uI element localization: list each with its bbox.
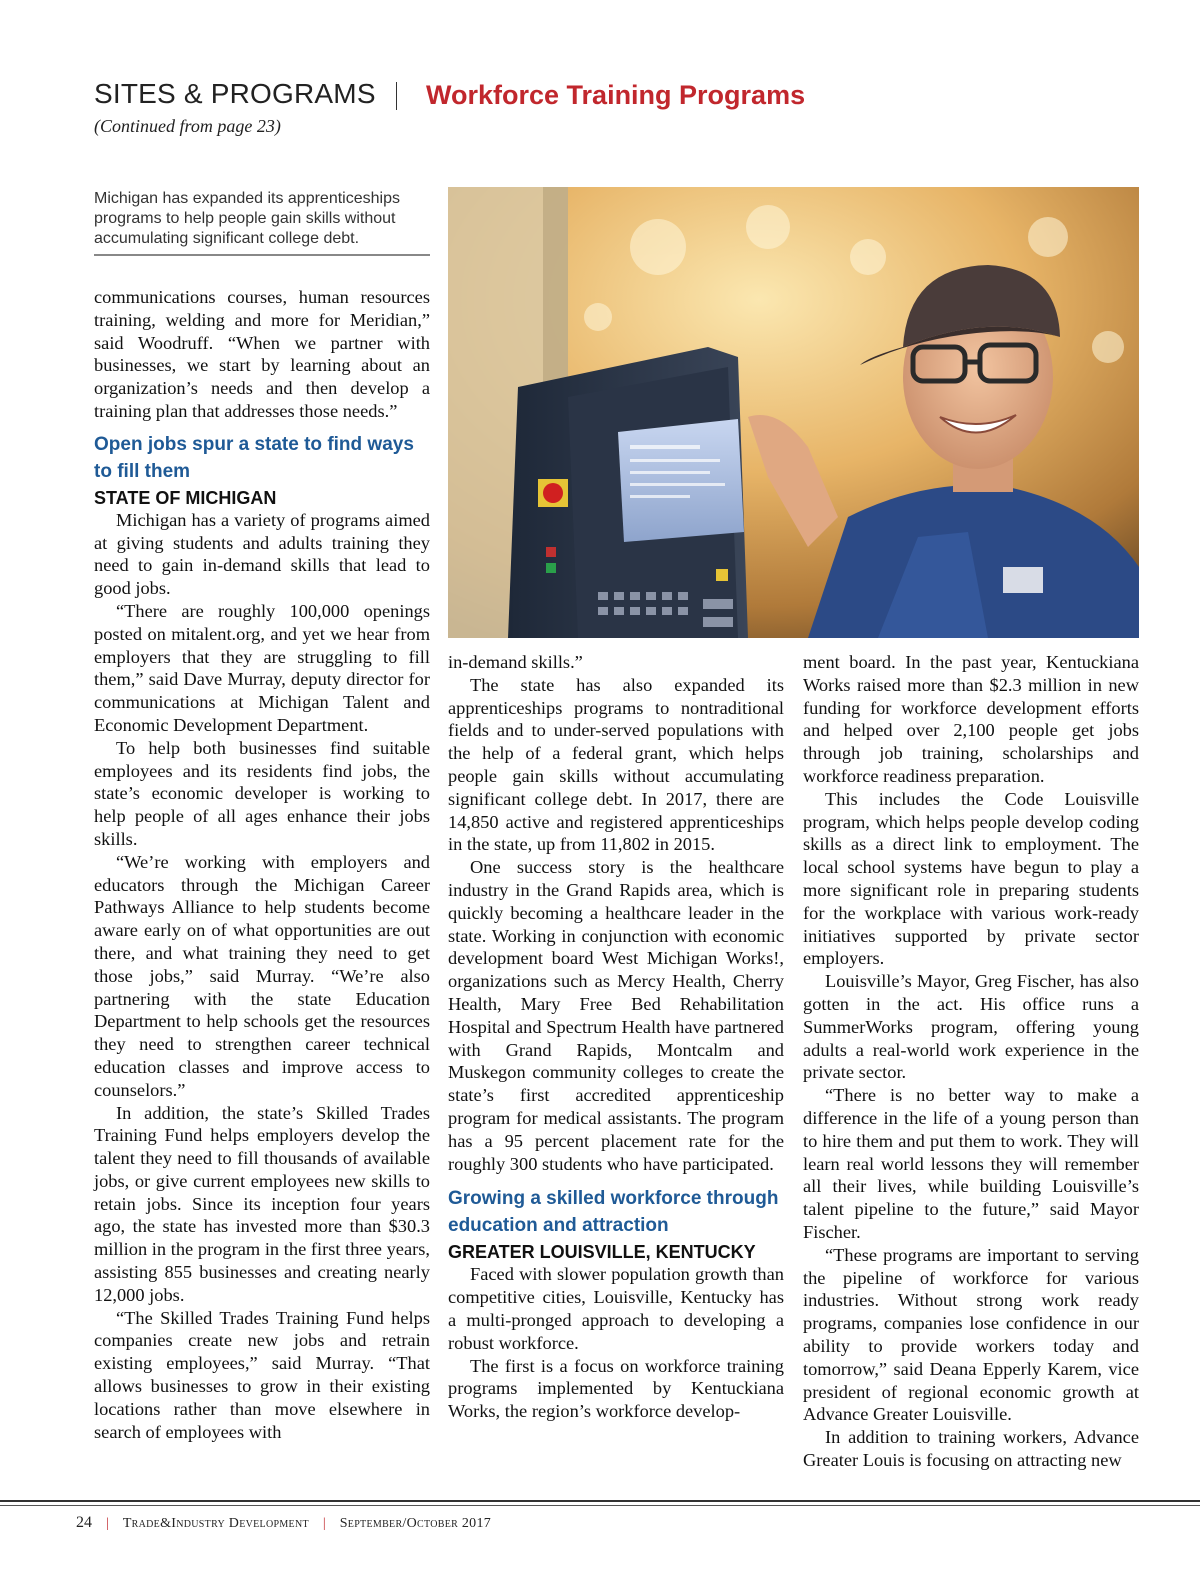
paragraph: “The Skilled Trades Training Fund helps companies create new jobs and retrain existing employees,” said Murray. “That allows businesses to grow in their existing locations rather than move elsewhere in search of employees with: [94, 1307, 430, 1442]
page-number: 24: [76, 1514, 92, 1531]
page-header: [94, 78, 1144, 118]
worker-photo: [448, 187, 1139, 638]
footer-separator: |: [322, 1516, 326, 1531]
publication-name: Trade&Industry Development: [122, 1516, 309, 1531]
header-divider: [396, 82, 397, 110]
paragraph: “There is no better way to make a difference in the life of a young person than to hire them and put them to work. They will learn real world lessons they will remember all their lives, while building Louisville’s talent pipeline to the future,” said Mayor Fischer.: [803, 1085, 1139, 1242]
kicker-louisville: GREATER LOUISVILLE, KENTUCKY: [448, 1242, 756, 1263]
paragraph: in-demand skills.”: [448, 652, 583, 672]
continued-note: (Continued from page 23): [94, 116, 281, 136]
paragraph: The first is a focus on workforce training programs implemented by Kentuckiana Works, the region’s workforce develop-: [448, 1355, 784, 1422]
paragraph: Louisville’s Mayor, Greg Fischer, has also gotten in the act. His office runs a SummerWorks program, offering young adults a real-world work experience in the private sector.: [803, 971, 1139, 1083]
section-label: SITES & PROGRAMS: [94, 78, 376, 109]
subhead-louisville: Growing a skilled workforce through education and attraction: [448, 1188, 779, 1237]
page-footer: [76, 1514, 491, 1532]
paragraph: The state has also expanded its apprenticeships programs to nontraditional fields and to under-served populations with the help of a federal grant, which helps people gain skills without accumulating significant college debt. In 2017, there are 14,850 active and registered apprenticeships in the state, up from 11,802 in 2015.: [448, 674, 784, 855]
paragraph: One success story is the healthcare industry in the Grand Rapids area, which is quickly becoming a healthcare leader in the state. Working in conjunction with economic development board West Michigan Works!, organizations such as Mercy Health, Cherry Health, Mary Free Bed Rehabilitation Hospital and Spectrum Health have partnered with Grand Rapids, Montcalm and Muskegon community colleges to create the state’s first accredited apprenticeship program for medical assistants. The program has a 95 percent placement rate for the roughly 300 students who have participated.: [448, 857, 784, 1174]
paragraph: “These programs are important to serving the pipeline of workforce for various industries. Without strong work ready programs, companies lose confidence in our ability to provide workers today and tomorrow,” said Deana Epperly Karem, vice president of regional economic growth at Advance Greater Louisville.: [803, 1244, 1139, 1425]
paragraph: In addition, the state’s Skilled Trades Training Fund helps employers develop the talent they need to fill thousands of available jobs, or give current employees new skills to retain jobs. Since its inception four years ago, the state has invested more than $30.3 million in the program in the first three years, assisting 855 businesses and creating nearly 12,000 jobs.: [94, 1102, 430, 1305]
paragraph: This includes the Code Louisville program, which helps people develop coding skills as a direct link to employment. The local school systems have begun to play a more significant role in preparing students for the workplace with various work-ready initiatives supported by private sector employers.: [803, 788, 1139, 969]
paragraph: “We’re working with employers and educators through the Michigan Career Pathways Alliance to help students become aware early on of what opportunities are out there, and what training they need to get those jobs,” said Murray. “We’re also partnering with the state Education Department to help schools get the resources they need to strengthen career technical education classes and improve access to counselors.”: [94, 851, 430, 1100]
column-2: [448, 651, 784, 1423]
paragraph: Faced with slower population growth than competitive cities, Louisville, Kentucky has a multi-pronged approach to developing a robust workforce.: [448, 1264, 784, 1353]
photo-caption: Michigan has expanded its apprenticeships programs to help people gain skills without accumulating significant college debt.: [94, 190, 400, 247]
section-title: Workforce Training Programs: [426, 80, 806, 110]
kicker-michigan: STATE OF MICHIGAN: [94, 487, 277, 508]
column-3: [803, 651, 1139, 1472]
paragraph: communications courses, human resources training, welding and more for Meridian,” said Woodruff. “When we partner with businesses, we start by learning about an organization’s needs and then develop a training plan that addresses those needs.”: [94, 287, 430, 421]
caption-rule: [94, 254, 430, 256]
footer-rule-thin: [0, 1505, 1200, 1506]
paragraph: ment board. In the past year, Kentuckiana Works raised more than $2.3 million in new funding for workforce development efforts and helped over 2,100 people get jobs through job training, scholarships and workforce readiness preparation.: [803, 652, 1139, 786]
paragraph: Michigan has a variety of programs aimed at giving students and adults training they need to gain in-demand skills that lead to good jobs.: [94, 509, 430, 599]
footer-rule: [0, 1500, 1200, 1502]
paragraph: To help both businesses find suitable employees and its residents find jobs, the state’s economic developer is working to help people of all ages enhance their jobs skills.: [94, 737, 430, 849]
paragraph: “There are roughly 100,000 openings posted on mitalent.org, and yet we hear from employers that they are struggling to fill them,” said Dave Murray, deputy director for communications at Michigan Talent and Economic Development Department.: [94, 600, 430, 735]
subhead-michigan: Open jobs spur a state to find ways to fill them: [94, 433, 414, 482]
footer-separator: |: [106, 1516, 109, 1531]
column-1: [94, 286, 430, 1443]
paragraph: In addition to training workers, Advance Greater Louis is focusing on attracting new: [803, 1427, 1139, 1470]
issue-date: September/October 2017: [339, 1516, 492, 1531]
